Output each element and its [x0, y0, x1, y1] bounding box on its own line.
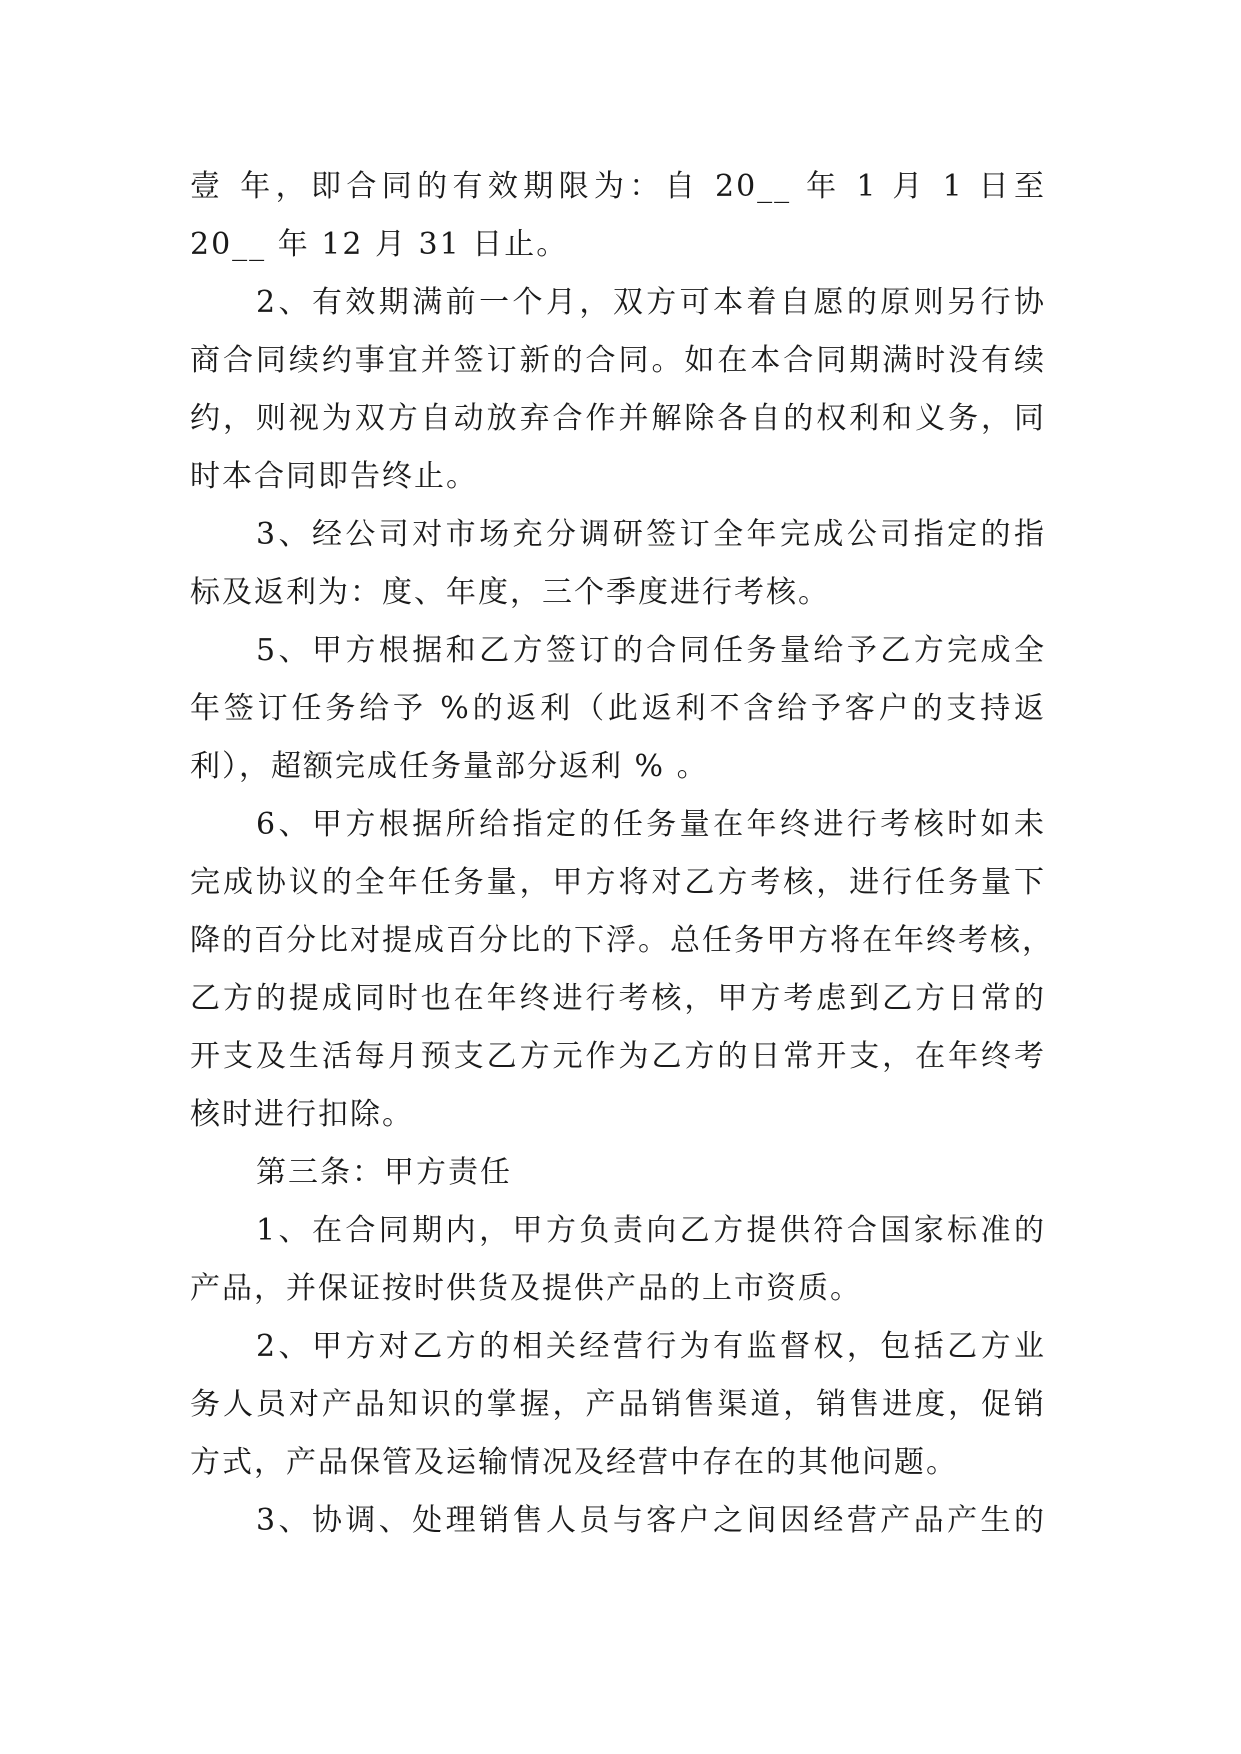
text-line: 完成协议的全年任务量，甲方将对乙方考核，进行任务量下: [190, 865, 1046, 900]
text-line: 2、有效期满前一个月，双方可本着自愿的原则另行协: [256, 285, 1046, 320]
text-line: 约，则视为双方自动放弃合作并解除各自的权利和义务，同: [190, 401, 1046, 436]
text-line: 乙方的提成同时也在年终进行考核，甲方考虑到乙方日常的: [190, 981, 1046, 1016]
text-line: 商合同续约事宜并签订新的合同。如在本合同期满时没有续: [190, 343, 1046, 378]
text-line: 开支及生活每月预支乙方元作为乙方的日常开支，在年终考: [190, 1039, 1046, 1074]
text-line: 5、甲方根据和乙方签订的合同任务量给予乙方完成全: [256, 633, 1046, 668]
text-line: 降的百分比对提成百分比的下浮。总任务甲方将在年终考核，: [190, 923, 1054, 958]
paragraph-clause-5-rebate: [190, 622, 1046, 796]
text-line: 3、经公司对市场充分调研签订全年完成公司指定的指: [256, 517, 1046, 552]
text-line: 3、协调、处理销售人员与客户之间因经营产品产生的: [256, 1503, 1046, 1538]
paragraph-validity-period: [190, 158, 1046, 274]
paragraph-clause-6-assessment: [190, 796, 1054, 1144]
text-line: 壹 年，即合同的有效期限为：自 20__ 年 1 月 1 日至: [190, 169, 1046, 204]
text-line: 方式，产品保管及运输情况及经营中存在的其他问题。: [190, 1445, 958, 1480]
text-line: 标及返利为：度、年度，三个季度进行考核。: [190, 575, 830, 610]
paragraph-clause-2-renewal: [190, 274, 1046, 506]
text-line: 1、在合同期内，甲方负责向乙方提供符合国家标准的: [256, 1213, 1046, 1248]
text-line: 6、甲方根据所给指定的任务量在年终进行考核时如未: [256, 807, 1046, 842]
paragraph-party-a-clause-2: [190, 1318, 1046, 1492]
paragraph-clause-3-targets: [190, 506, 1046, 622]
text-line: 产品，并保证按时供货及提供产品的上市资质。: [190, 1271, 862, 1306]
text-line: 年签订任务给予 %的返利（此返利不含给予客户的支持返: [190, 691, 1046, 726]
document-page: [190, 158, 1054, 1550]
paragraph-party-a-clause-3: [190, 1492, 1046, 1550]
text-line: 2、甲方对乙方的相关经营行为有监督权，包括乙方业: [256, 1329, 1046, 1364]
text-line: 利），超额完成任务量部分返利 % 。: [190, 749, 709, 784]
paragraph-party-a-clause-1: [190, 1202, 1046, 1318]
text-line: 务人员对产品知识的掌握，产品销售渠道，销售进度，促销: [190, 1387, 1046, 1422]
text-line: 核时进行扣除。: [190, 1097, 414, 1132]
text-line: 时本合同即告终止。: [190, 459, 478, 494]
section-heading-article-3: 第三条：甲方责任: [256, 1155, 512, 1190]
text-line: 20__ 年 12 月 31 日止。: [190, 227, 569, 262]
